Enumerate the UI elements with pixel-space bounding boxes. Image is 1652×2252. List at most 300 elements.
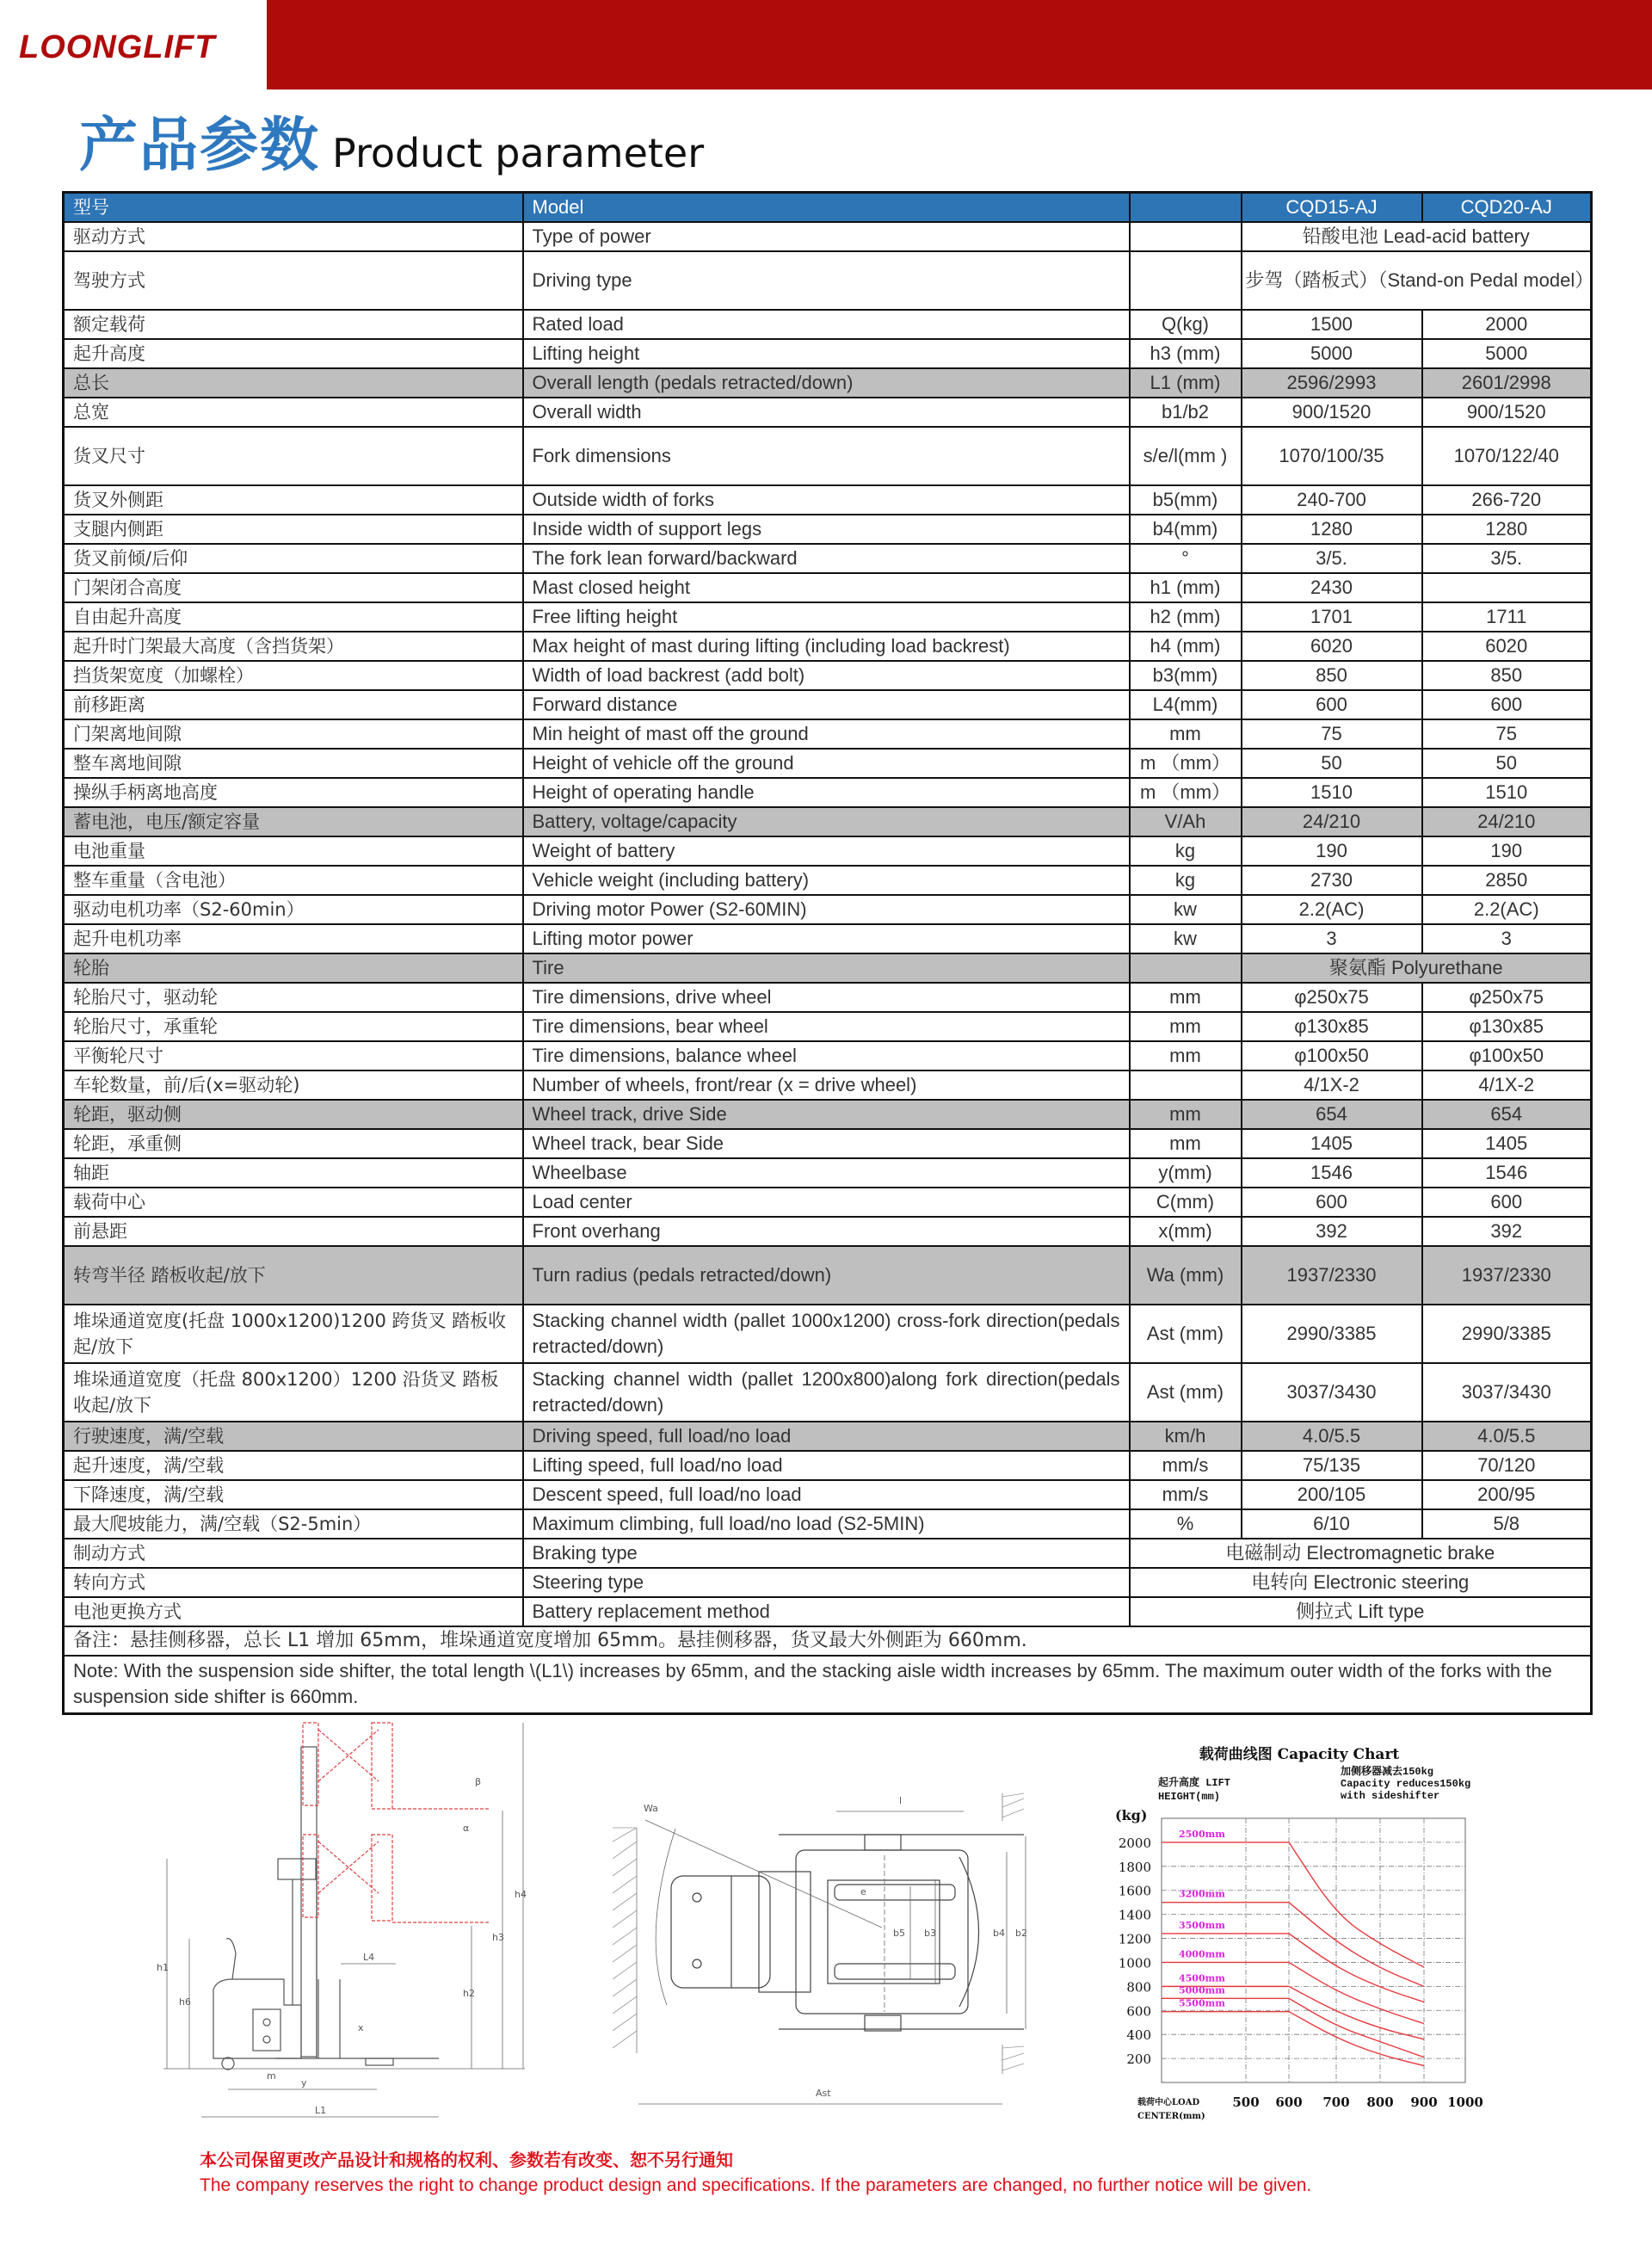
param-unit: mm — [1130, 1129, 1242, 1158]
y-tick-label: 1800 — [1118, 1859, 1151, 1875]
table-row — [64, 1070, 1592, 1100]
param-name-en: Wheel track, bear Side — [523, 1129, 1130, 1158]
param-value-cqd15: 4.0/5.5 — [1242, 1422, 1422, 1451]
param-unit: m （mm） — [1130, 778, 1242, 807]
param-value-cqd20: 2000 — [1422, 310, 1592, 339]
param-name-en: Stacking channel width (pallet 1000x1200) cross-fork direction(pedals retracted/down) — [523, 1305, 1130, 1363]
param-value-cqd20: 6020 — [1422, 632, 1592, 661]
svg-text:m: m — [267, 2070, 276, 2082]
param-value-cqd15: 6020 — [1242, 632, 1422, 661]
param-value-cqd15: φ250x75 — [1242, 983, 1422, 1012]
header-model-1: CQD15-AJ — [1242, 193, 1422, 222]
param-name-cn: 总宽 — [64, 398, 523, 427]
param-name-en: Forward distance — [523, 690, 1130, 719]
param-name-cn: 门架闭合高度 — [64, 573, 523, 602]
param-value-cqd15: 850 — [1242, 661, 1422, 690]
header-model-2: CQD20-AJ — [1422, 193, 1592, 222]
header-cn: 型号 — [64, 193, 523, 222]
param-name-cn: 驱动方式 — [64, 222, 523, 251]
param-unit: kg — [1130, 866, 1242, 895]
param-unit: Q(kg) — [1130, 310, 1242, 339]
param-name-cn: 堆垛通道宽度(托盘 1000x1200)1200 跨货叉 踏板收起/放下 — [64, 1305, 523, 1363]
param-unit: V/Ah — [1130, 807, 1242, 836]
series-label: 3500mm — [1179, 1919, 1225, 1931]
series-label: 5500mm — [1179, 1997, 1225, 2009]
param-value-cqd20: 75 — [1422, 719, 1592, 749]
param-name-en: Tire dimensions, balance wheel — [523, 1041, 1130, 1070]
param-value-cqd20: 2601/2998 — [1422, 368, 1592, 398]
param-value-cqd15: 1070/100/35 — [1242, 427, 1422, 485]
series-label: 4000mm — [1179, 1948, 1225, 1960]
table-row — [64, 690, 1592, 719]
param-value-cqd20: 50 — [1422, 749, 1592, 778]
param-name-en: Free lifting height — [523, 602, 1130, 632]
param-value-cqd20: 2.2(AC) — [1422, 895, 1592, 924]
chart-note-line-2: Capacity reduces150kg — [1341, 1778, 1471, 1790]
x-axis-label: 载荷中心LOAD — [1137, 2098, 1200, 2107]
param-name-cn: 轮胎 — [64, 953, 523, 983]
table-row — [64, 1568, 1592, 1597]
param-value-cqd20: 5/8 — [1422, 1509, 1592, 1539]
param-name-cn: 电池重量 — [64, 836, 523, 866]
page-title-en: Product parameter — [332, 130, 705, 176]
note-en-row — [64, 1656, 1592, 1714]
param-value-cqd15: 3 — [1242, 924, 1422, 953]
param-value-merged: 步驾（踏板式）（Stand-on Pedal model） — [1242, 251, 1592, 310]
param-unit: Ast (mm) — [1130, 1305, 1242, 1363]
param-name-cn: 下降速度，满/空载 — [64, 1480, 523, 1509]
table-row — [64, 1422, 1592, 1451]
param-value-merged: 电转向 Electronic steering — [1130, 1568, 1592, 1597]
y-tick-label: 800 — [1126, 1979, 1151, 1996]
svg-text:h2: h2 — [463, 1988, 475, 1999]
top-view-diagram-icon — [594, 1773, 1076, 2117]
param-name-en: Braking type — [523, 1539, 1130, 1568]
param-value-cqd20: 1937/2330 — [1422, 1246, 1592, 1305]
param-value-cqd15: 2990/3385 — [1242, 1305, 1422, 1363]
param-name-cn: 起升高度 — [64, 339, 523, 368]
param-name-en: Steering type — [523, 1568, 1130, 1597]
param-value-cqd15: 6/10 — [1242, 1509, 1422, 1539]
param-unit: kw — [1130, 895, 1242, 924]
param-name-en: Weight of battery — [523, 836, 1130, 866]
table-row — [64, 866, 1592, 895]
param-name-en: Driving type — [523, 251, 1130, 310]
param-value-cqd15: 1937/2330 — [1242, 1246, 1422, 1305]
table-row — [64, 1363, 1592, 1422]
param-name-en: Mast closed height — [523, 573, 1130, 602]
param-unit — [1130, 222, 1242, 251]
param-unit: s/e/l(mm ) — [1130, 427, 1242, 485]
svg-text:h3: h3 — [492, 1932, 504, 1943]
svg-text:β: β — [475, 1776, 482, 1787]
param-name-cn: 驱动电机功率（S2-60min） — [64, 895, 523, 924]
param-value-cqd15: 240-700 — [1242, 485, 1422, 515]
table-row — [64, 749, 1592, 778]
param-value-cqd20: 3/5. — [1422, 544, 1592, 573]
y-tick-label: 200 — [1126, 2051, 1151, 2068]
x-tick-label: 500 — [1232, 2095, 1260, 2110]
param-unit: mm/s — [1130, 1451, 1242, 1480]
param-name-cn: 货叉外侧距 — [64, 485, 523, 515]
param-unit: kw — [1130, 924, 1242, 953]
param-name-en: Maximum climbing, full load/no load (S2-5MIN) — [523, 1509, 1130, 1539]
param-value-cqd15: 50 — [1242, 749, 1422, 778]
param-value-cqd15: 200/105 — [1242, 1480, 1422, 1509]
table-row — [64, 1305, 1592, 1363]
param-unit — [1130, 251, 1242, 310]
y-tick-label: 1600 — [1118, 1883, 1151, 1899]
param-name-en: Overall width — [523, 398, 1130, 427]
param-name-cn: 货叉前倾/后仰 — [64, 544, 523, 573]
param-value-cqd20: φ100x50 — [1422, 1041, 1592, 1070]
svg-text:y: y — [301, 2077, 307, 2088]
y-tick-label: 2000 — [1118, 1835, 1151, 1851]
param-name-en: Front overhang — [523, 1217, 1130, 1246]
param-name-cn: 最大爬坡能力，满/空载（S2-5min） — [64, 1509, 523, 1539]
param-unit — [1130, 1070, 1242, 1100]
table-row — [64, 924, 1592, 953]
param-unit: km/h — [1130, 1422, 1242, 1451]
param-value-cqd20: 1510 — [1422, 778, 1592, 807]
param-value-cqd20: 1070/122/40 — [1422, 427, 1592, 485]
param-name-cn: 自由起升高度 — [64, 602, 523, 632]
param-value-cqd15: 4/1X-2 — [1242, 1070, 1422, 1100]
svg-text:x: x — [358, 2022, 364, 2033]
param-value-merged: 铅酸电池 Lead-acid battery — [1242, 222, 1592, 251]
param-unit: b5(mm) — [1130, 485, 1242, 515]
param-name-cn: 平衡轮尺寸 — [64, 1041, 523, 1070]
param-name-en: Rated load — [523, 310, 1130, 339]
param-name-cn: 货叉尺寸 — [64, 427, 523, 485]
param-name-cn: 蓄电池，电压/额定容量 — [64, 807, 523, 836]
x-tick-label: 1000 — [1447, 2095, 1483, 2110]
param-name-en: Driving speed, full load/no load — [523, 1422, 1130, 1451]
svg-text:Wa: Wa — [644, 1803, 658, 1814]
param-name-cn: 整车重量（含电池） — [64, 866, 523, 895]
param-value-cqd20: 70/120 — [1422, 1451, 1592, 1480]
param-name-cn: 行驶速度，满/空载 — [64, 1422, 523, 1451]
param-value-cqd20: 266-720 — [1422, 485, 1592, 515]
param-value-cqd15: 1500 — [1242, 310, 1422, 339]
svg-text:b4: b4 — [993, 1928, 1005, 1939]
svg-text:b3: b3 — [924, 1928, 936, 1939]
page-title — [79, 112, 704, 181]
param-value-cqd20: 24/210 — [1422, 807, 1592, 836]
table-row — [64, 953, 1592, 983]
note-cn-row — [64, 1626, 1592, 1656]
param-value-cqd15: 1280 — [1242, 515, 1422, 544]
series-label: 5000mm — [1179, 1984, 1225, 1996]
param-unit: h4 (mm) — [1130, 632, 1242, 661]
table-row — [64, 427, 1592, 485]
param-name-en: Height of operating handle — [523, 778, 1130, 807]
table-row — [64, 251, 1592, 310]
param-name-cn: 轮距，驱动侧 — [64, 1100, 523, 1129]
param-value-cqd15: 1546 — [1242, 1158, 1422, 1188]
table-row — [64, 1041, 1592, 1070]
param-unit — [1130, 953, 1242, 983]
chart-title: 载荷曲线图 Capacity Chart — [1199, 1746, 1400, 1763]
table-row — [64, 1100, 1592, 1129]
y-tick-label: 1200 — [1118, 1931, 1151, 1947]
table-row — [64, 661, 1592, 690]
param-value-cqd20: 900/1520 — [1422, 398, 1592, 427]
side-view-drawing — [138, 1721, 533, 2134]
param-name-cn: 载荷中心 — [64, 1188, 523, 1217]
table-row — [64, 983, 1592, 1012]
param-unit: ° — [1130, 544, 1242, 573]
param-value-cqd15: φ100x50 — [1242, 1041, 1422, 1070]
table-row — [64, 222, 1592, 251]
param-name-cn: 起升电机功率 — [64, 924, 523, 953]
param-value-cqd20: 1711 — [1422, 602, 1592, 632]
param-value-cqd20: 5000 — [1422, 339, 1592, 368]
param-value-cqd15: 24/210 — [1242, 807, 1422, 836]
param-name-en: Lifting height — [523, 339, 1130, 368]
param-name-cn: 轴距 — [64, 1158, 523, 1188]
param-value-cqd15: 75/135 — [1242, 1451, 1422, 1480]
header-unit — [1130, 193, 1242, 222]
param-unit: h3 (mm) — [1130, 339, 1242, 368]
param-value-cqd15: 1405 — [1242, 1129, 1422, 1158]
param-value-merged: 聚氨酯 Polyurethane — [1242, 953, 1592, 983]
param-value-cqd15: φ130x85 — [1242, 1012, 1422, 1041]
svg-text:l: l — [899, 1795, 903, 1806]
disclaimer-cn: 本公司保留更改产品设计和规格的权利、参数若有改变、恕不另行通知 — [200, 2150, 733, 2170]
param-unit: mm — [1130, 719, 1242, 749]
side-view-diagram-icon — [138, 1721, 533, 2134]
param-name-en: Fork dimensions — [523, 427, 1130, 485]
param-name-cn: 额定载荷 — [64, 310, 523, 339]
param-value-cqd15: 1510 — [1242, 778, 1422, 807]
table-row — [64, 573, 1592, 602]
param-unit: C(mm) — [1130, 1188, 1242, 1217]
param-name-cn: 轮胎尺寸，承重轮 — [64, 1012, 523, 1041]
y-tick-label: 400 — [1126, 2027, 1151, 2044]
param-name-en: Tire — [523, 953, 1130, 983]
param-name-cn: 驾驶方式 — [64, 251, 523, 310]
table-row — [64, 515, 1592, 544]
param-name-en: Lifting speed, full load/no load — [523, 1451, 1130, 1480]
svg-text:Ast: Ast — [816, 2088, 831, 2099]
param-unit: h1 (mm) — [1130, 573, 1242, 602]
svg-text:e: e — [860, 1886, 866, 1897]
table-row — [64, 1451, 1592, 1480]
table-header-row — [64, 193, 1592, 222]
series-label: 2500mm — [1179, 1828, 1225, 1840]
x-axis-label: CENTER(mm) — [1137, 2112, 1205, 2121]
table-row — [64, 1246, 1592, 1305]
param-unit: kg — [1130, 836, 1242, 866]
param-name-cn: 起升时门架最大高度（含挡货架） — [64, 632, 523, 661]
param-unit: mm — [1130, 983, 1242, 1012]
param-name-en: Max height of mast during lifting (including load backrest) — [523, 632, 1130, 661]
param-name-en: Outside width of forks — [523, 485, 1130, 515]
param-name-en: Wheel track, drive Side — [523, 1100, 1130, 1129]
param-unit: x(mm) — [1130, 1217, 1242, 1246]
x-tick-label: 600 — [1275, 2095, 1303, 2110]
page-title-cn: 产品参数 — [79, 112, 321, 180]
param-unit: % — [1130, 1509, 1242, 1539]
param-name-cn: 门架离地间隙 — [64, 719, 523, 749]
param-value-cqd20: 3 — [1422, 924, 1592, 953]
svg-text:L1: L1 — [315, 2105, 327, 2116]
table-row — [64, 544, 1592, 573]
param-name-cn: 堆垛通道宽度（托盘 800x1200）1200 沿货叉 踏板收起/放下 — [64, 1363, 523, 1422]
param-name-en: Battery, voltage/capacity — [523, 807, 1130, 836]
param-value-cqd20: φ130x85 — [1422, 1012, 1592, 1041]
param-value-cqd20: 2990/3385 — [1422, 1305, 1592, 1363]
param-unit: mm/s — [1130, 1480, 1242, 1509]
svg-text:b5: b5 — [893, 1928, 905, 1939]
series-label: 3200mm — [1179, 1888, 1225, 1900]
param-value-merged: 侧拉式 Lift type — [1130, 1597, 1592, 1626]
disclaimer-en: The company reserves the right to change product design and specifications. If the parameters are changed, no further notice will be given. — [200, 2175, 1312, 2195]
param-name-cn: 前悬距 — [64, 1217, 523, 1246]
legend-title-line-2: HEIGHT(mm) — [1158, 1791, 1221, 1803]
param-unit: L4(mm) — [1130, 690, 1242, 719]
param-value-cqd20: 4.0/5.5 — [1422, 1422, 1592, 1451]
header-red-band — [267, 0, 1652, 89]
param-name-cn: 操纵手柄离地高度 — [64, 778, 523, 807]
table-row — [64, 1509, 1592, 1539]
param-name-en: Lifting motor power — [523, 924, 1130, 953]
param-value-cqd20: 4/1X-2 — [1422, 1070, 1592, 1100]
param-name-cn: 车轮数量，前/后(x=驱动轮) — [64, 1070, 523, 1100]
param-value-cqd20: 850 — [1422, 661, 1592, 690]
capacity-chart-plot — [1101, 1730, 1497, 2126]
svg-text:h6: h6 — [179, 1996, 191, 2008]
y-tick-label: 1000 — [1118, 1955, 1151, 1971]
param-value-cqd15: 900/1520 — [1242, 398, 1422, 427]
param-name-en: Driving motor Power (S2-60MIN) — [523, 895, 1130, 924]
param-name-en: Min height of mast off the ground — [523, 719, 1130, 749]
param-value-cqd15: 3/5. — [1242, 544, 1422, 573]
param-name-en: Vehicle weight (including battery) — [523, 866, 1130, 895]
param-name-cn: 整车离地间隙 — [64, 749, 523, 778]
param-unit: mm — [1130, 1041, 1242, 1070]
param-name-cn: 挡货架宽度（加螺栓） — [64, 661, 523, 690]
header — [0, 0, 1652, 89]
param-name-cn: 前移距离 — [64, 690, 523, 719]
param-value-cqd20 — [1422, 573, 1592, 602]
param-value-cqd20: φ250x75 — [1422, 983, 1592, 1012]
param-name-cn: 制动方式 — [64, 1539, 523, 1568]
param-name-en: Stacking channel width (pallet 1200x800)along fork direction(pedals retracted/down) — [523, 1363, 1130, 1422]
param-value-cqd20: 3037/3430 — [1422, 1363, 1592, 1422]
param-value-cqd20: 654 — [1422, 1100, 1592, 1129]
param-value-merged: 电磁制动 Electromagnetic brake — [1130, 1539, 1592, 1568]
param-value-cqd20: 1280 — [1422, 515, 1592, 544]
param-name-cn: 轮胎尺寸，驱动轮 — [64, 983, 523, 1012]
param-unit: Wa (mm) — [1130, 1246, 1242, 1305]
param-value-cqd20: 190 — [1422, 836, 1592, 866]
table-row — [64, 1217, 1592, 1246]
param-unit: b4(mm) — [1130, 515, 1242, 544]
spec-table — [62, 191, 1593, 1715]
param-unit: mm — [1130, 1100, 1242, 1129]
param-value-cqd20: 2850 — [1422, 866, 1592, 895]
table-row — [64, 398, 1592, 427]
param-unit: mm — [1130, 1012, 1242, 1041]
table-row — [64, 339, 1592, 368]
table-row — [64, 485, 1592, 515]
param-value-cqd20: 200/95 — [1422, 1480, 1592, 1509]
table-row — [64, 1188, 1592, 1217]
table-row — [64, 895, 1592, 924]
param-name-en: Tire dimensions, bear wheel — [523, 1012, 1130, 1041]
table-row — [64, 310, 1592, 339]
chart-y-label: (kg) — [1115, 1807, 1148, 1823]
param-name-cn: 支腿内侧距 — [64, 515, 523, 544]
x-tick-label: 700 — [1322, 2095, 1350, 2110]
param-value-cqd15: 2.2(AC) — [1242, 895, 1422, 924]
param-unit: L1 (mm) — [1130, 368, 1242, 398]
table-row — [64, 778, 1592, 807]
param-name-en: Load center — [523, 1188, 1130, 1217]
param-value-cqd15: 2596/2993 — [1242, 368, 1422, 398]
top-view-drawing — [594, 1773, 1076, 2117]
series-label: 4500mm — [1179, 1972, 1225, 1984]
param-unit: b1/b2 — [1130, 398, 1242, 427]
y-tick-label: 1400 — [1118, 1907, 1151, 1923]
table-row — [64, 632, 1592, 661]
table-row — [64, 719, 1592, 749]
param-name-cn: 转向方式 — [64, 1568, 523, 1597]
legend-title-line-1: 起升高度 LIFT — [1158, 1777, 1231, 1789]
param-name-en: Overall length (pedals retracted/down) — [523, 368, 1130, 398]
param-name-en: Tire dimensions, drive wheel — [523, 983, 1130, 1012]
table-row — [64, 1012, 1592, 1041]
table-row — [64, 602, 1592, 632]
param-value-cqd15: 600 — [1242, 690, 1422, 719]
param-value-cqd15: 190 — [1242, 836, 1422, 866]
capacity-curve — [1162, 2012, 1424, 2066]
param-name-cn: 电池更换方式 — [64, 1597, 523, 1626]
table-row — [64, 1480, 1592, 1509]
note-cn: 备注：悬挂侧移器，总长 L1 增加 65mm，堆垛通道宽度增加 65mm。悬挂侧移器，货叉最大外侧距为 660mm. — [64, 1626, 1592, 1656]
param-name-en: Number of wheels, front/rear (x = drive wheel) — [523, 1070, 1130, 1100]
table-row — [64, 1158, 1592, 1188]
param-name-en: Battery replacement method — [523, 1597, 1130, 1626]
table-row — [64, 1539, 1592, 1568]
svg-text:b2: b2 — [1015, 1928, 1027, 1939]
table-row — [64, 807, 1592, 836]
x-tick-label: 800 — [1366, 2095, 1394, 2110]
param-unit: b3(mm) — [1130, 661, 1242, 690]
chart-note-line-3: with sideshifter — [1341, 1790, 1440, 1802]
param-name-en: Height of vehicle off the ground — [523, 749, 1130, 778]
table-row — [64, 1597, 1592, 1626]
table-row — [64, 1129, 1592, 1158]
param-name-en: Descent speed, full load/no load — [523, 1480, 1130, 1509]
param-name-en: Width of load backrest (add bolt) — [523, 661, 1130, 690]
header-en: Model — [523, 193, 1130, 222]
svg-text:L4: L4 — [363, 1952, 375, 1963]
param-value-cqd15: 654 — [1242, 1100, 1422, 1129]
param-unit: y(mm) — [1130, 1158, 1242, 1188]
param-name-en: Inside width of support legs — [523, 515, 1130, 544]
param-name-cn: 起升速度，满/空载 — [64, 1451, 523, 1480]
param-value-cqd15: 5000 — [1242, 339, 1422, 368]
param-value-cqd20: 1405 — [1422, 1129, 1592, 1158]
param-value-cqd20: 600 — [1422, 690, 1592, 719]
param-name-en: Type of power — [523, 222, 1130, 251]
svg-text:h4: h4 — [515, 1889, 527, 1900]
table-row — [64, 836, 1592, 866]
param-value-cqd15: 3037/3430 — [1242, 1363, 1422, 1422]
